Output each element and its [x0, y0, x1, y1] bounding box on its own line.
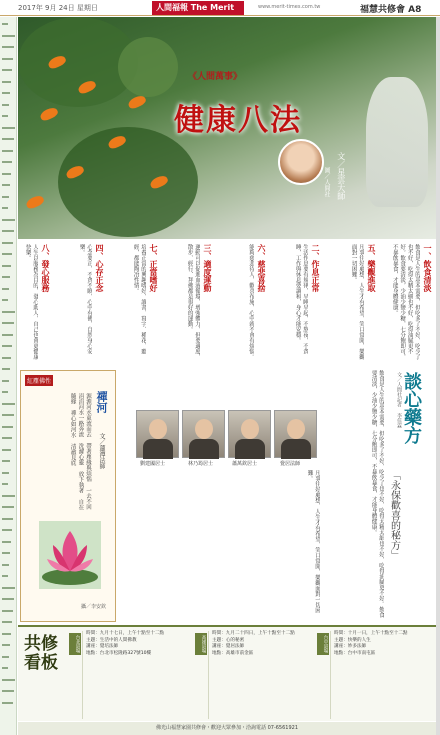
index-line: [2, 104, 9, 106]
author-byline: 文／星雲大師: [336, 152, 346, 200]
section-heading: 二、作息正常: [311, 244, 320, 292]
page-header: [0, 0, 440, 16]
index-line: [2, 92, 10, 94]
index-line: [2, 690, 14, 692]
section-body: 人生以服務為目的，發心助人，自己也會更健康快樂。: [24, 244, 38, 360]
event-topic: 主題：心的秘密: [212, 637, 245, 643]
index-line: [2, 46, 14, 48]
section-heading: 三、適度運動: [203, 244, 212, 292]
event-address: 地點：台中市南屯區: [334, 650, 376, 656]
index-line: [2, 426, 13, 428]
index-line: [2, 598, 14, 600]
flower-decoration: [127, 94, 148, 111]
event-time: 時間：九月十七日，上午十點至十二點: [86, 631, 165, 636]
index-line: [2, 483, 8, 485]
event-time: 時間：九月二十四日，上午十點至十二點: [212, 631, 295, 636]
index-line: [2, 311, 15, 313]
index-line: [2, 679, 15, 681]
index-line: [2, 656, 9, 658]
index-line: [2, 184, 10, 186]
speaker-caption: 劉建國居士: [140, 461, 166, 467]
index-line: [2, 23, 8, 25]
index-line: [2, 610, 13, 612]
event-speaker: 講座：覺培法師: [86, 644, 119, 650]
index-line: [2, 265, 11, 267]
event-location-tag: 台北道場: [69, 633, 81, 655]
index-line: [2, 58, 13, 60]
hero-banner: [18, 17, 436, 239]
section-heading: 七、正當嗜好: [149, 244, 158, 292]
author-portrait: [278, 139, 324, 185]
index-line: [2, 368, 10, 370]
poem-column-tag: 紅塵佛性: [25, 375, 53, 386]
index-line: [2, 518, 13, 520]
report-subtitle: 「永保歡喜的秘方」: [388, 470, 400, 560]
index-line: [2, 161, 12, 163]
index-line: [2, 276, 10, 278]
index-line: [2, 173, 11, 175]
index-line: [2, 253, 12, 255]
section-heading: 五、樂觀進取: [367, 244, 376, 292]
event-time: 時間：十月一日，上午十點至十二點: [334, 631, 408, 636]
section-body: 能夠慈悲待人，歡喜布施，心中就不會有煩惱。: [248, 244, 254, 360]
event-address: 地點：高雄市前金區: [212, 650, 254, 656]
index-strip: [0, 17, 17, 735]
schedule-title: 共修看板: [24, 634, 58, 673]
index-line: [2, 414, 14, 416]
index-line: [2, 391, 8, 393]
poem-title: 禪河: [95, 391, 108, 413]
section-body: 培養正當的興趣嗜好，讀書、寫字、種花、聽經，都能陶冶性情。: [132, 244, 146, 354]
index-line: [2, 219, 15, 221]
index-line: [2, 196, 9, 198]
event-topic: 主題：生活中的人間佛教: [86, 637, 137, 643]
index-line: [2, 69, 12, 71]
report-body: 飲食是人生的基本需要，但吃多了不好，吃少了也不好，吃得太精太細也不好，吃得油膩更不好。飲食要清淡，少油少鹽少糖，七分飽即可，不暴飲暴食，才能身體健康。: [370, 370, 384, 618]
section-heading: 一、飲食清淡: [423, 244, 432, 292]
event-address: 地點：台北市松隆路327號10樓: [86, 650, 152, 656]
schedule-panel: [18, 625, 436, 721]
flower-decoration: [39, 106, 60, 123]
section-heading: 四、心存正念: [95, 244, 104, 292]
index-line: [2, 35, 15, 37]
section-body: 心念要正，不貪不瞋，心中有佛，自然身心安樂。: [78, 244, 92, 354]
index-line: [2, 138, 14, 140]
index-line: [2, 380, 9, 382]
index-line: [2, 587, 15, 589]
index-line: [2, 564, 9, 566]
index-line: [2, 437, 12, 439]
column-tag: 《人間萬事》: [188, 72, 243, 82]
index-line: [2, 299, 8, 301]
event-speaker: 講座：覺居法師: [212, 644, 245, 650]
speaker-photo: [136, 410, 179, 458]
poem-author: 文／蓮潭法師: [98, 433, 105, 469]
index-line: [2, 633, 11, 635]
index-line: [2, 403, 15, 405]
event-topic: 主題：快樂的人生: [334, 637, 371, 643]
article-title: 健康八法: [174, 103, 302, 138]
section-title: 福慧共修會 A8: [360, 5, 422, 15]
index-line: [2, 644, 10, 646]
index-line: [2, 506, 14, 508]
speaker-photo: [274, 410, 317, 458]
index-line: [2, 667, 8, 669]
index-line: [2, 449, 11, 451]
index-line: [2, 529, 12, 531]
illustration-credit: 圖／人間社: [323, 167, 330, 197]
index-line: [2, 552, 10, 554]
schedule-event: [201, 631, 328, 719]
photo-credit: 攝／李安欽: [81, 604, 107, 610]
index-line: [2, 702, 13, 704]
page-edge: [436, 17, 440, 735]
section-heading: 八、發心服務: [41, 244, 50, 292]
poem-box: [20, 370, 116, 622]
event-location-tag: 台中道場: [317, 633, 329, 655]
report-title: 談心藥方: [401, 372, 422, 444]
index-line: [2, 575, 8, 577]
section-heading: 六、慈悲喜捨: [257, 244, 266, 292]
speaker-photo: [182, 410, 225, 458]
website-url: www.merit-times.com.tw: [258, 4, 321, 10]
event-location-tag: 高雄道場: [195, 633, 207, 655]
section-body: 運動可以促進血液循環，增強體力，但要適度，散步、經行、拜佛都是很好的運動。: [186, 244, 200, 360]
index-line: [2, 460, 10, 462]
index-line: [2, 334, 13, 336]
speaker-photo: [228, 410, 271, 458]
report-body: 凡事往好處想，人生才有希望，笑口常開，樂觀面對一切困難。: [306, 470, 320, 613]
index-line: [2, 472, 9, 474]
buddha-statue-image: [366, 77, 428, 207]
newspaper-logo: 人間福報 The Merit: [152, 1, 244, 15]
index-line: [2, 621, 12, 623]
schedule-event: [323, 631, 430, 719]
issue-date: 2017年 9月 24日 星期日: [18, 4, 98, 12]
speaker-caption: 覺居法師: [280, 461, 301, 467]
index-line: [2, 345, 12, 347]
foliage-decoration: [118, 37, 178, 97]
index-line: [2, 81, 11, 83]
schedule-event: [75, 631, 202, 719]
poem-body: 源源河水東流而去 帶著塵緣與煩惱 一去不回 涓涓河水一路奔流 洗滌心靈 放下執著 自在隨緣 禪心如河水 清澈見底: [69, 393, 91, 510]
event-speaker: 講座：妙多法師: [334, 644, 367, 650]
lotus-flower-image: [39, 521, 101, 589]
flower-decoration: [25, 194, 46, 211]
section-body: 凡事往好處想，人生才有希望，笑口常開，樂觀面對一切困難。: [350, 244, 364, 360]
index-line: [2, 127, 15, 129]
speaker-caption: 蕭萬欽居士: [232, 461, 258, 467]
index-line: [2, 150, 13, 152]
page-footer: 佛光山福慧家園共修會・歡迎大眾參加・洽詢電話 07-6561921: [18, 722, 436, 735]
index-line: [2, 322, 14, 324]
index-line: [2, 495, 15, 497]
index-line: [2, 357, 11, 359]
index-line: [2, 541, 11, 543]
section-body: 飲食是人生的基本需要，但吃多了不好，吃少了也不好，吃得太精太細也不好，吃得油膩更不好。飲食要清淡，少油少鹽少糖，七分飽即可，不暴飲暴食，才能身體健康。: [391, 244, 420, 360]
index-line: [2, 242, 13, 244]
index-line: [2, 115, 8, 117]
index-line: [2, 288, 9, 290]
index-line: [2, 207, 8, 209]
speaker-caption: 林乃筠居士: [188, 461, 214, 467]
foliage-decoration: [58, 127, 198, 237]
section-body: 生活作息要有規律，早睡早起，不熬夜，不貪睡，工作與休息要調和，身心才能安穩。: [294, 244, 308, 354]
report-author: 文／人間社記者 李佳霖: [396, 372, 402, 428]
index-line: [2, 230, 14, 232]
